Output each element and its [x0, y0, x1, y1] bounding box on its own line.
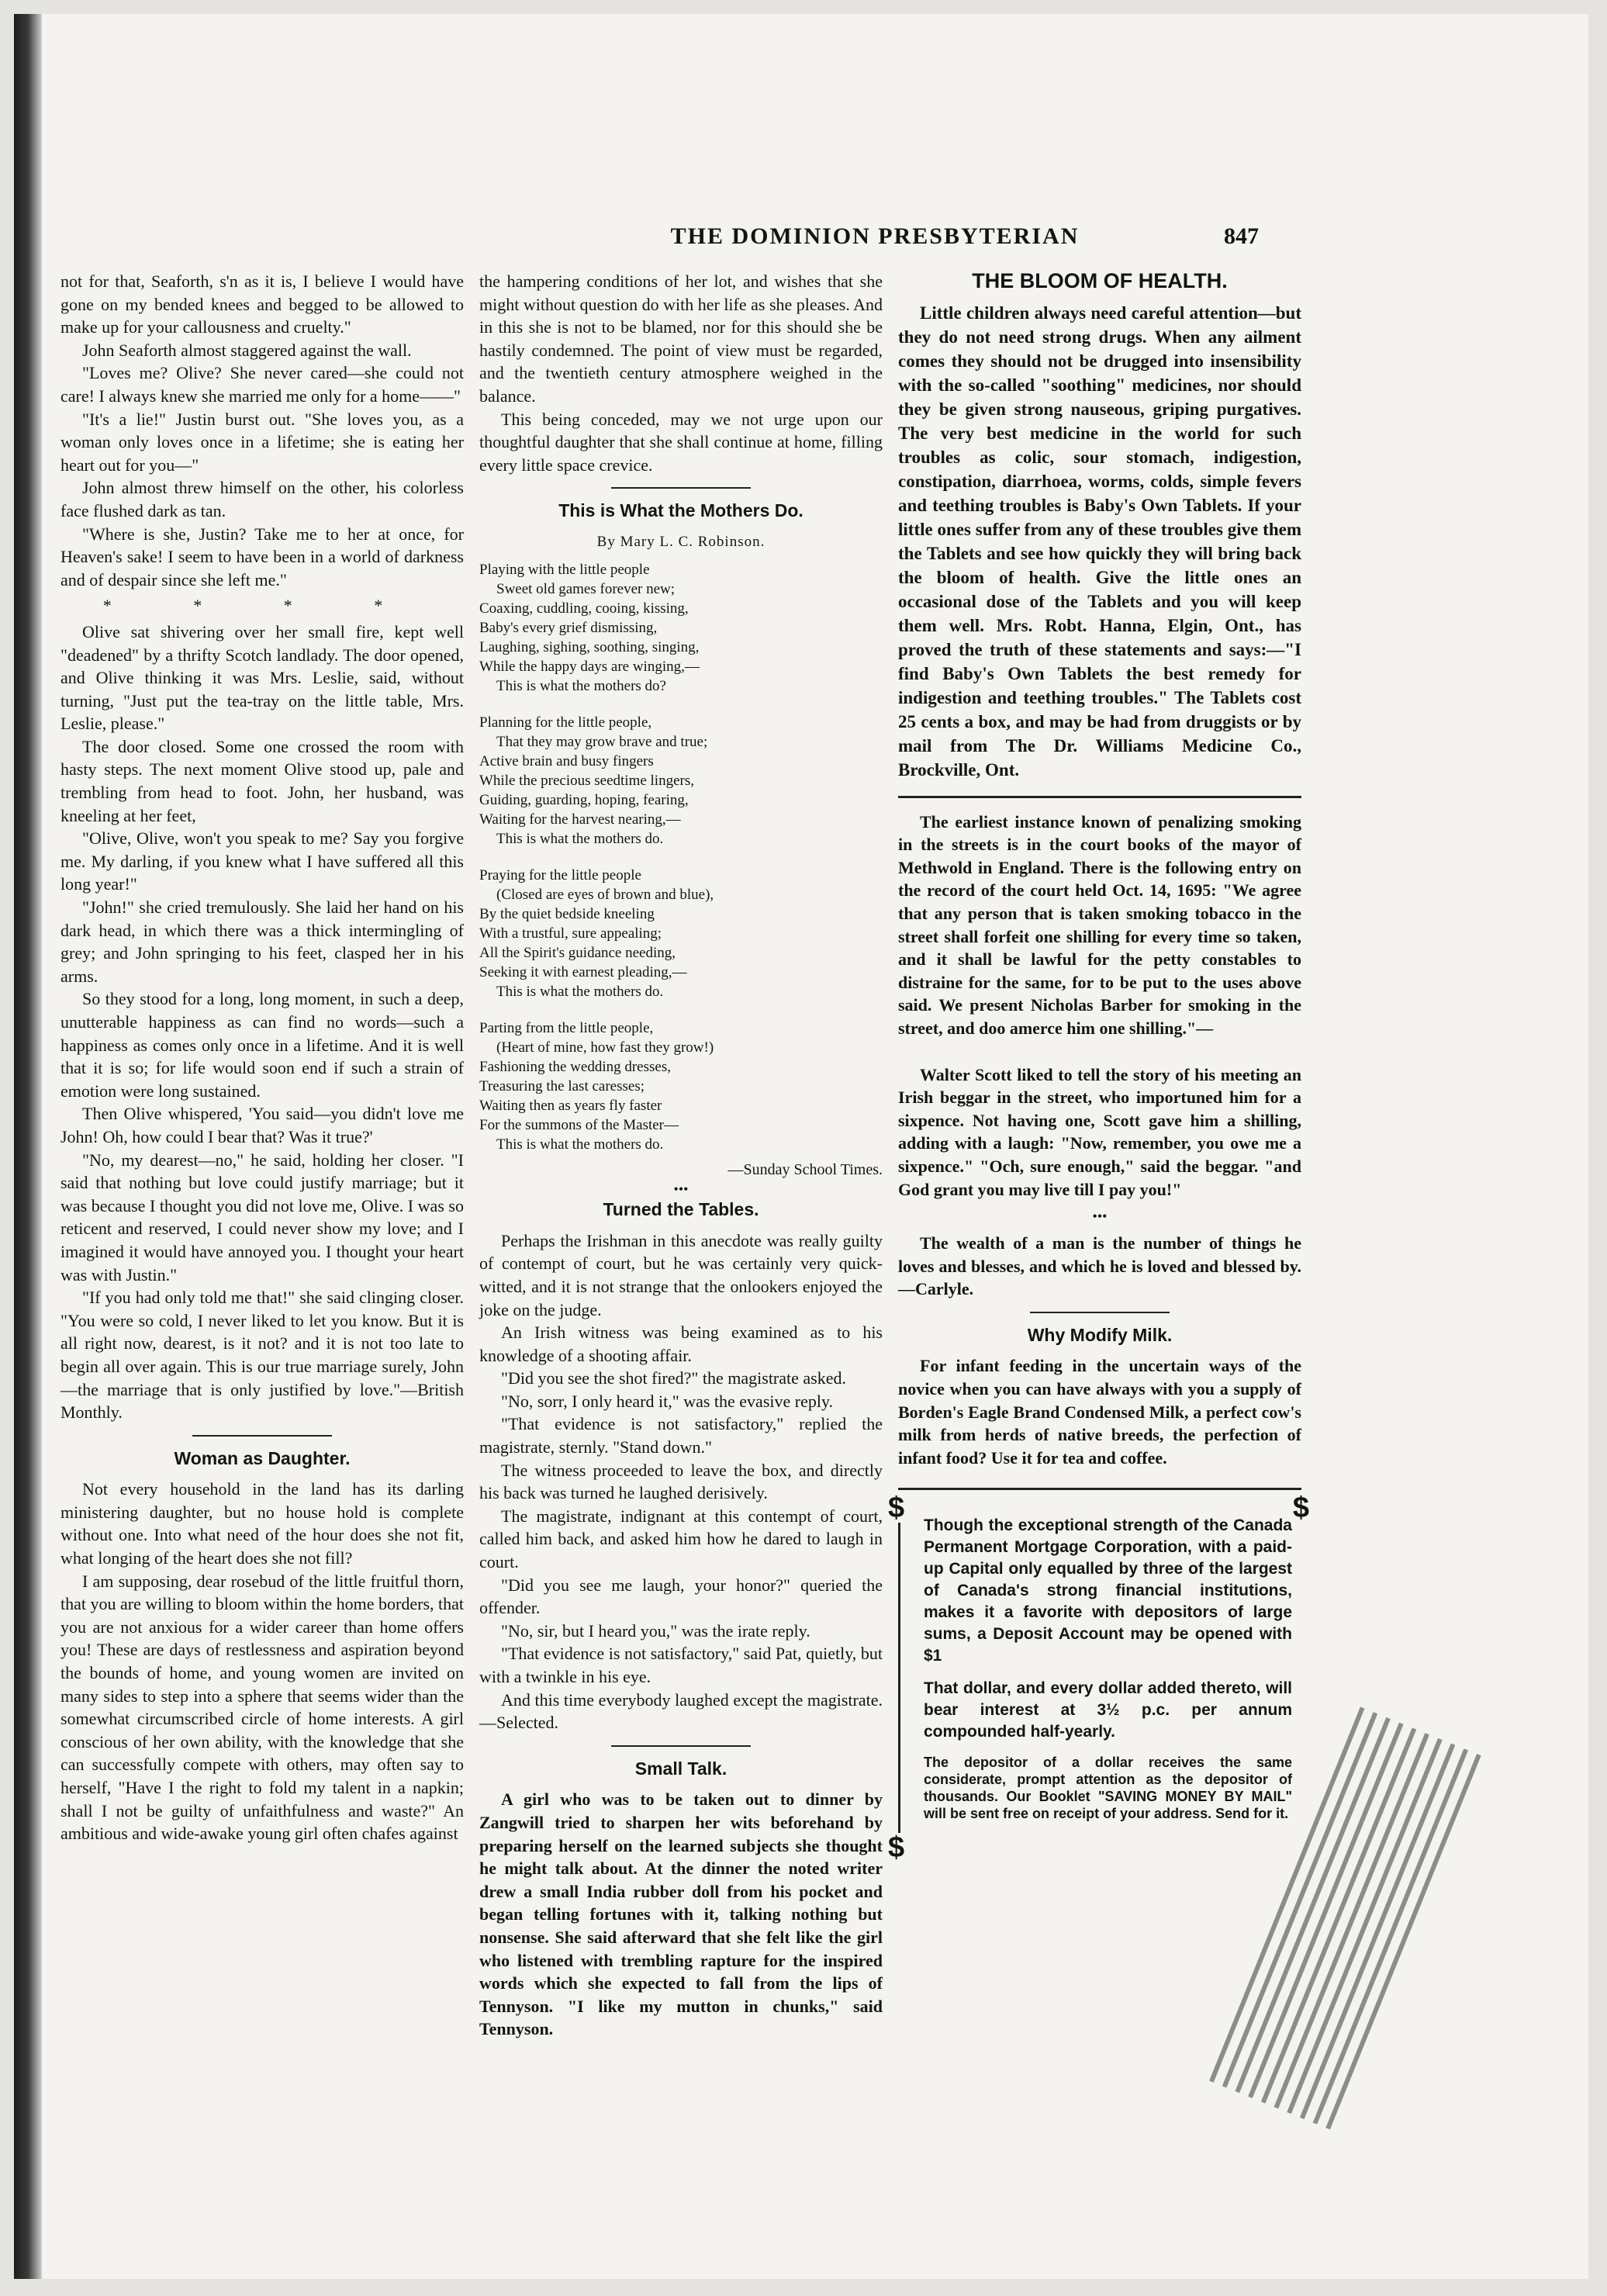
newspaper-page: [14, 14, 1588, 2279]
story-paragraph: Then Olive whispered, 'You said—you didn't love me John! Oh, how could I bear that? Was it true?': [60, 1104, 464, 1146]
article-paragraph: Perhaps the Irishman in this anecdote was really guilty of contempt of court, but he was certainly very quick-witted, and it is not strange that the onlookers enjoyed the joke on the judge.: [479, 1230, 883, 1319]
poem-stanza: [479, 713, 883, 849]
article-paragraph: "That evidence is not satisfactory," said Pat, quietly, but with a twinkle in his eye.: [479, 1644, 883, 1686]
poem-line: (Heart of mine, how fast they grow!): [496, 1039, 714, 1056]
article-paragraph: "That evidence is not satisfactory," replied the magistrate, sternly. "Stand down.": [479, 1414, 883, 1457]
binding-shadow: [14, 14, 42, 2279]
poem-source: —Sunday School Times.: [727, 1160, 883, 1178]
poem-line: This is what the mothers do?: [496, 677, 666, 694]
article-heading: Why Modify Milk.: [1027, 1324, 1173, 1345]
divider-rule: [898, 796, 1301, 798]
poem-line: Sweet old games forever new;: [496, 580, 676, 597]
poem-stanza: [479, 1018, 883, 1154]
story-paragraph: "No, my dearest—no," he said, holding her closer. "I said that nothing but love could justify marriage; but it was because I thought you did not love me, Olive. I was so reticent and reserved, I could never show my love; and I imagined it would have annoyed you. I thought your heart was with Justin.": [60, 1150, 464, 1285]
poem-line: Fashioning the wedding dresses,: [479, 1058, 671, 1075]
bank-advertisement: [888, 1492, 1309, 1865]
advert-paragraph: That dollar, and every dollar added thereto, will bear interest at 3½ p.c. per annum compounded half-yearly.: [924, 1679, 1292, 1741]
article-paragraph: The witness proceeded to leave the box, and directly his back was turned he laughed derisively.: [479, 1460, 883, 1503]
story-paragraph: The door closed. Some one crossed the room with hasty steps. The next moment Olive stood up, pale and trembling from head to foot. John, her husband, was kneeling at her feet,: [60, 736, 464, 825]
story-paragraph: John Seaforth almost staggered against the wall.: [82, 340, 412, 360]
article-paragraph: "No, sir, but I heard you," was the irate reply.: [501, 1620, 810, 1641]
poem-line: This is what the mothers do.: [496, 830, 664, 847]
divider-ornament: •••: [1092, 1209, 1108, 1225]
story-paragraph: "It's a lie!" Justin burst out. "She loves you, as a woman only loves once in a lifetime; she is eating her heart out for you—": [60, 409, 464, 475]
story-paragraph: John almost threw himself on the other, his colorless face flushed dark as tan.: [60, 478, 464, 520]
poem-line: Guiding, guarding, hoping, fearing,: [479, 791, 689, 808]
article-paragraph: And this time everybody laughed except the magistrate.—Selected.: [479, 1689, 883, 1733]
article-paragraph: A girl who was to be taken out to dinner by Zangwill tried to sharpen her wits beforehand by preparing herself on the learned subjects she thought he might talk about. At the dinner the noted writer drew a small India rubber doll from his pocket and began telling fortunes with it, talking nothing but nonsense. She said afterward that she felt like the girl who listened with trembling rapture for the inspired words which she expected to fall from the lips of Tennyson. "I like my mutton in chunks," said Tennyson.: [479, 1789, 883, 2039]
poem-line: Active brain and busy fingers: [479, 752, 654, 769]
divider-rule: [898, 1488, 1301, 1490]
article-paragraph: The earliest instance known of penalizing smoking in the streets is in the court books of the mayor of Methwold in England. There is the following entry on the record of the court held Oct. 14, 1695: "We agree that any person that is taken smoking tobacco in the street shall forfeit one shilling for every time so taken, and it shall be lawful for the petty constables to distraine for the same, for to be put to the uses above said. We present Nicholas Barber for smoking in the street, and doo amerce him one shilling."—: [898, 811, 1301, 1038]
poem-stanza: [479, 866, 883, 1001]
poem-line: Parting from the little people,: [479, 1019, 654, 1036]
article-heading: Woman as Daughter.: [174, 1447, 351, 1468]
poem-line: Planning for the little people,: [479, 714, 652, 731]
divider-rule: [1030, 1312, 1170, 1313]
poem-stanza: [479, 560, 883, 696]
dollar-sign-icon: $: [888, 1831, 905, 1865]
poem-line: Seeking it with earnest pleading,—: [479, 963, 687, 980]
story-paragraph: Olive sat shivering over her small fire, kept well "deadened" by a thrifty Scotch landlady. The door opened, and Olive thinking it was Mrs. Leslie, said, without turning, "Just put the tea-tray on the little table, Mrs. Leslie, please.": [60, 621, 464, 734]
poem-line: While the happy days are winging,—: [479, 658, 700, 675]
page-number: 847: [1224, 223, 1259, 249]
story-paragraph: "Where is she, Justin? Take me to her at once, for Heaven's sake! I seem to have been in a world of darkness and of despair since she left me.": [60, 524, 464, 590]
article-paragraph: the hampering conditions of her lot, and wishes that she might without question do with her life as she pleases. And in this she is not to be blamed, nor for this should she be hastily condemned. The point of view must be regarded, and the twentieth century atmosphere weighed in the balance.: [479, 271, 883, 406]
poem-line: This is what the mothers do.: [496, 983, 664, 1000]
column-1: [60, 270, 464, 1845]
article-paragraph: "No, sorr, I only heard it," was the evasive reply.: [501, 1391, 834, 1411]
poem-line: Playing with the little people: [479, 561, 650, 578]
poem-line: That they may grow brave and true;: [496, 733, 708, 750]
advert-paragraph: Little children always need careful attention—but they do not need strong drugs. When any ailment comes they should not be drugged into insensibility with the so-called "soothing" medicines, nor should they be given strong nauseous, griping purgatives. The very best medicine in the world for such troubles as colic, sour stomach, indigestion, constipation, diarrhoea, worms, colds, simple fevers and teething troubles is Baby's Own Tablets. If your little ones suffer from any of these troubles give them the Tablets and see how quickly they will bring back the bloom of health. Give the little ones an occasional dose of the Tablets and you will keep them well. Mrs. Robt. Hanna, Elgin, Ont., has proved the truth of these statements and says:—"I find Baby's Own Tablets the best remedy for indigestion and teething troubles." The Tablets cost 25 cents a box, and may be had from druggists or by mail from The Dr. Williams Medicine Co., Brockville, Ont.: [898, 303, 1301, 780]
story-paragraph: "If you had only told me that!" she said clinging closer. "You were so cold, I never liked to let you know. But it is all right now, dearest, is it not? and it is not too late to begin all over again. This is our true marriage surely, John—the marriage that is only justified by love."—British Monthly.: [60, 1288, 464, 1423]
poem-line: While the precious seedtime lingers,: [479, 772, 694, 789]
story-paragraph: "Loves me? Olive? She never cared—she could not care! I always knew she married me only for a home——": [60, 363, 464, 406]
article-heading: Small Talk.: [634, 1758, 727, 1779]
poem-byline: By Mary L. C. Robinson.: [596, 533, 765, 550]
poem-line: This is what the mothers do.: [496, 1136, 664, 1153]
article-paragraph: This being conceded, may we not urge upon our thoughtful daughter that she shall continue at home, filling every little space crevice.: [479, 409, 883, 475]
article-paragraph: The magistrate, indignant at this contempt of court, called him back, and asked him how he dared to laugh in court.: [479, 1506, 883, 1572]
poem-line: All the Spirit's guidance needing,: [479, 944, 676, 961]
story-paragraph: "John!" she cried tremulously. She laid her hand on his dark head, in which there was a thick intermingling of grey; and John springing to his feet, clasped her in his arms.: [60, 897, 464, 986]
poem-line: Waiting for the harvest nearing,—: [479, 811, 681, 828]
divider-rule: [192, 1435, 332, 1437]
advert-paragraph: For infant feeding in the uncertain ways of the novice when you can have always with you a supply of Borden's Eagle Brand Condensed Milk, a perfect cow's milk from herds of native breeds, the perfection of infant food? Use it for tea and coffee.: [898, 1356, 1301, 1468]
article-paragraph: An Irish witness was being examined as to his knowledge of a shooting affair.: [479, 1323, 883, 1365]
divider-ornament: •••: [673, 1181, 689, 1198]
advert-paragraph: Though the exceptional strength of the Canada Permanent Mortgage Corporation, with a paid-up Capital only equalled by three of the largest of Canada's strong financial institutions, makes it a favorite with depositors of large sums, a Deposit Account may be opened with $1: [924, 1516, 1292, 1665]
dollar-sign-icon: $: [888, 1492, 905, 1525]
dollar-sign-icon: $: [1292, 1492, 1309, 1525]
poem-line: (Closed are eyes of brown and blue),: [496, 886, 714, 903]
story-paragraph: "Olive, Olive, won't you speak to me? Say you forgive me. My darling, if you knew what I have suffered all this long year!": [60, 828, 464, 894]
column-2: [479, 270, 883, 2041]
divider-rule: [611, 487, 751, 489]
advert-heading: THE BLOOM OF HEALTH.: [972, 269, 1228, 292]
divider-rule: [611, 1745, 751, 1747]
poem-line: Treasuring the last caresses;: [479, 1077, 645, 1094]
page-header-title: THE DOMINION PRESBYTERIAN: [670, 223, 1080, 249]
poem-line: Laughing, sighing, soothing, singing,: [479, 638, 700, 655]
article-paragraph: I am supposing, dear rosebud of the little fruitful thorn, that you are willing to bloom within the home borders, that you are not anxious for a wider career than home offers you! These are days of restlessness and aspiration beyond the bounds of home, and young women are invited on many sides to step into a sphere that seems wider than the somewhat circumscribed circle of home interests. A girl conscious of her own ability, with the knowledge that she can successfully compete with others, may often say to herself, "Have I the right to fold my talent in a napkin; shall I not be guilty of unfaithfulness and waste?" An ambitious and wide-awake young girl often chafes against: [60, 1571, 464, 1844]
poem-line: Waiting then as years fly faster: [479, 1097, 662, 1114]
section-break-stars: * * * *: [102, 596, 422, 616]
article-paragraph: Not every household in the land has its darling ministering daughter, but no house hold is complete without one. Into what need of the hour does she not fit, what longing of the heart does she not fill?: [60, 1479, 464, 1568]
column-3: [888, 269, 1309, 1865]
article-paragraph: The wealth of a man is the number of things he loves and blesses, and which he is loved and blessed by.—Carlyle.: [898, 1233, 1301, 1299]
poem-title: This is What the Mothers Do.: [558, 500, 804, 521]
poem-line: Praying for the little people: [479, 866, 641, 883]
story-paragraph: So they stood for a long, long moment, in such a deep, unutterable happiness as can find no words—such a happiness as comes only once in a lifetime. And it is well that it is so; for life would soon end if such a strain of emotion were long sustained.: [60, 989, 464, 1101]
poem-line: By the quiet bedside kneeling: [479, 905, 655, 922]
poem-line: With a trustful, sure appealing;: [479, 925, 662, 942]
poem-line: For the summons of the Master—: [479, 1116, 679, 1133]
poem-line: Coaxing, cuddling, cooing, kissing,: [479, 600, 689, 617]
advert-paragraph: The depositor of a dollar receives the same considerate, prompt attention as the depositor of thousands. Our Booklet "SAVING MONEY BY MAIL" will be sent free on receipt of your address. Send for it.: [924, 1755, 1292, 1822]
story-paragraph: not for that, Seaforth, s'n as it is, I believe I would have gone on my bended knees and begged to be allowed to make up for your callousness and cruelty.": [60, 271, 464, 337]
article-paragraph: "Did you see me laugh, your honor?" queried the offender.: [479, 1575, 883, 1618]
article-paragraph: "Did you see the shot fired?" the magistrate asked.: [501, 1368, 846, 1388]
article-paragraph: Walter Scott liked to tell the story of his meeting an Irish beggar in the street, who importuned him for a sixpence. Not having one, Scott gave him a shilling, adding with a laugh: "Now, remember, you owe me a sixpence." "Och, sure enough," said the beggar. "and God grant you may live till I pay you!": [898, 1064, 1301, 1199]
article-heading: Turned the Tables.: [603, 1199, 759, 1220]
poem-line: Baby's every grief dismissing,: [479, 619, 658, 636]
